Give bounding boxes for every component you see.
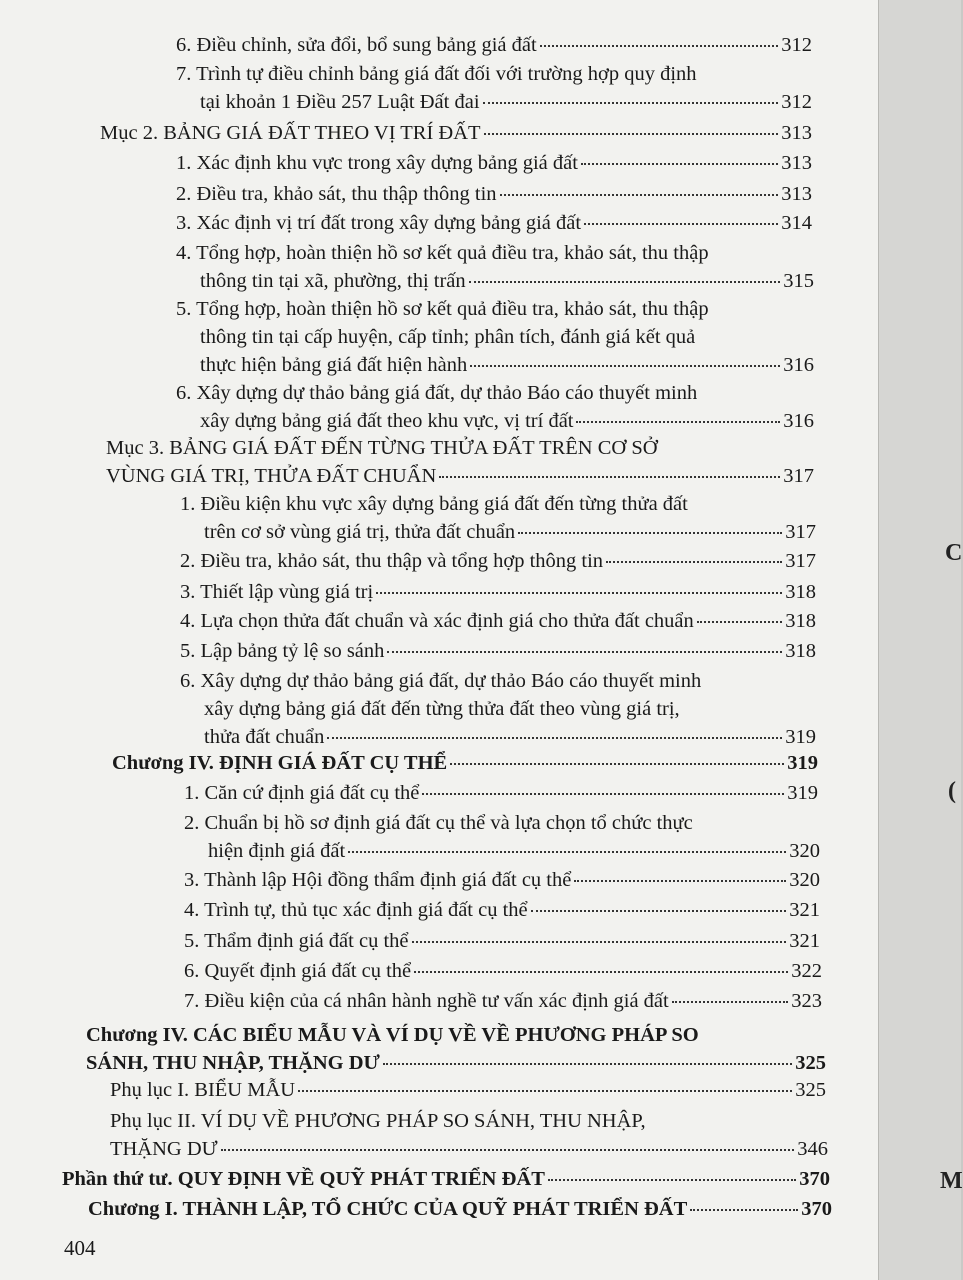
toc-entry-page: 318: [785, 610, 816, 632]
toc-entry: [176, 298, 814, 382]
toc-entry-title: VÙNG GIÁ TRỊ, THỬA ĐẤT CHUẨN: [106, 465, 437, 487]
dot-leader: [450, 763, 784, 765]
toc-entry-page: 317: [785, 521, 816, 543]
toc-entry-page: 318: [785, 581, 816, 603]
toc-entry: [176, 152, 812, 174]
toc-entry-title: 7. Điều kiện của cá nhân hành nghề tư vấn xác định giá đất: [184, 990, 669, 1012]
dot-leader: [469, 281, 781, 283]
toc-entry: [180, 550, 816, 572]
dot-leader: [548, 1179, 796, 1181]
toc-entry-page: 313: [781, 183, 812, 205]
toc-entry-page: 325: [795, 1079, 826, 1101]
toc-entry-title: Phụ lục I. BIỂU MẪU: [110, 1079, 296, 1101]
dot-leader: [531, 910, 787, 912]
toc-entry-title: 6. Xây dựng dự thảo bảng giá đất, dự thảo Báo cáo thuyết minh: [180, 670, 702, 692]
toc-entry: [180, 581, 816, 603]
toc-entry: [176, 63, 812, 119]
dot-leader: [540, 45, 779, 47]
toc-entry-title: 6. Điều chỉnh, sửa đổi, bổ sung bảng giá đất: [176, 34, 537, 56]
toc-entry-title: Chương I. THÀNH LẬP, TỔ CHỨC CỦA QUỸ PHÁT TRIỂN ĐẤT: [88, 1198, 688, 1220]
dot-leader: [500, 194, 779, 196]
toc-entry: [184, 899, 820, 921]
toc-entry-page: 319: [785, 726, 816, 748]
dot-leader: [298, 1090, 792, 1092]
toc-entry-title: SÁNH, THU NHẬP, THẶNG DƯ: [86, 1052, 380, 1074]
toc-entry-page: 320: [789, 869, 820, 891]
toc-entry-title: THẶNG DƯ: [110, 1138, 218, 1160]
toc-entry-title: thông tin tại xã, phường, thị trấn: [200, 270, 466, 292]
toc-entry-title: 5. Thẩm định giá đất cụ thể: [184, 930, 409, 952]
toc-entry-page: 318: [785, 640, 816, 662]
dot-leader: [439, 476, 780, 478]
toc-entry-title: 6. Quyết định giá đất cụ thể: [184, 960, 412, 982]
dot-leader: [348, 851, 786, 853]
toc-entry: [110, 1079, 826, 1101]
dot-leader: [422, 793, 784, 795]
toc-entry-title: trên cơ sở vùng giá trị, thửa đất chuẩn: [204, 521, 516, 543]
toc-entry-title: 3. Xác định vị trí đất trong xây dựng bảng giá đất: [176, 212, 582, 234]
toc-entry-title: 4. Lựa chọn thửa đất chuẩn và xác định giá cho thửa đất chuẩn: [180, 610, 694, 632]
toc-entry-page: 346: [797, 1138, 828, 1160]
toc-entry: [176, 242, 814, 298]
toc-entry-title: 2. Điều tra, khảo sát, thu thập thông tin: [176, 183, 497, 205]
dot-leader: [584, 223, 778, 225]
toc-entry-title: 6. Xây dựng dự thảo bảng giá đất, dự thảo Báo cáo thuyết minh: [176, 382, 698, 404]
toc-entry: [62, 1168, 830, 1190]
toc-entry-page: 315: [783, 270, 814, 292]
toc-entry: [176, 382, 814, 438]
adjacent-page-glyph: M: [940, 1168, 963, 1194]
toc-entry: [88, 1198, 832, 1220]
dot-leader: [414, 971, 788, 973]
toc-entry: [176, 183, 812, 205]
toc-entry: [180, 640, 816, 662]
toc-entry-page: 313: [781, 122, 812, 144]
toc-entry-page: 325: [795, 1052, 826, 1074]
toc-entry-title: 5. Tổng hợp, hoàn thiện hồ sơ kết quả điều tra, khảo sát, thu thập: [176, 298, 709, 320]
toc-entry-title: 5. Lập bảng tỷ lệ so sánh: [180, 640, 385, 662]
toc-entry-page: 320: [789, 840, 820, 862]
dot-leader: [606, 561, 782, 563]
toc-entry: [184, 869, 820, 891]
dot-leader: [518, 532, 782, 534]
toc-entry: [180, 493, 816, 549]
dot-leader: [576, 421, 780, 423]
toc-entry: [110, 1110, 828, 1166]
toc-entry-page: 312: [781, 91, 812, 113]
toc-entry: [86, 1024, 826, 1080]
dot-leader: [581, 163, 778, 165]
toc-entry-title: 1. Căn cứ định giá đất cụ thể: [184, 782, 420, 804]
toc-entry: [184, 960, 822, 982]
toc-entry: [180, 610, 816, 632]
toc-entry-title: Chương IV. CÁC BIỂU MẪU VÀ VÍ DỤ VỀ VỀ PHƯƠNG PHÁP SO: [86, 1024, 699, 1046]
toc-entry: [184, 930, 820, 952]
toc-entry-page: 316: [783, 410, 814, 432]
toc-entry: [100, 122, 812, 144]
toc-entry-title: 1. Xác định khu vực trong xây dựng bảng giá đất: [176, 152, 578, 174]
dot-leader: [574, 880, 786, 882]
dot-leader: [376, 592, 782, 594]
toc-entry-page: 370: [801, 1198, 832, 1220]
page-number: 404: [64, 1236, 96, 1260]
toc-entry: [180, 670, 816, 754]
adjacent-page-glyph: C: [945, 540, 963, 566]
toc-entry-title: thực hiện bảng giá đất hiện hành: [200, 354, 468, 376]
toc-entry: [184, 812, 820, 868]
toc-entry-title: thửa đất chuẩn: [204, 726, 325, 748]
dot-leader: [383, 1063, 792, 1065]
toc-entry-title: xây dựng bảng giá đất đến từng thửa đất theo vùng giá trị,: [204, 698, 680, 720]
toc-entry-title: 2. Chuẩn bị hồ sơ định giá đất cụ thể và lựa chọn tổ chức thực: [184, 812, 693, 834]
toc-entry-title: xây dựng bảng giá đất theo khu vực, vị trí đất: [200, 410, 574, 432]
toc-entry-title: Phần thứ tư. QUY ĐỊNH VỀ QUỸ PHÁT TRIỂN ĐẤT: [62, 1168, 545, 1190]
toc-entry: [106, 437, 814, 493]
toc-entry-title: Chương IV. ĐỊNH GIÁ ĐẤT CỤ THỂ: [112, 752, 448, 774]
dot-leader: [327, 737, 782, 739]
dot-leader: [387, 651, 782, 653]
toc-entry-page: 313: [781, 152, 812, 174]
toc-entry-title: 2. Điều tra, khảo sát, thu thập và tổng hợp thông tin: [180, 550, 604, 572]
toc-entry-page: 321: [789, 899, 820, 921]
toc-entry: [112, 752, 818, 774]
toc-entry: [184, 990, 822, 1012]
dot-leader: [221, 1149, 795, 1151]
dot-leader: [690, 1209, 798, 1211]
toc-entry-page: 316: [783, 354, 814, 376]
toc-entry-title: thông tin tại cấp huyện, cấp tỉnh; phân tích, đánh giá kết quả: [200, 326, 696, 348]
toc-entry-title: 7. Trình tự điều chỉnh bảng giá đất đối với trường hợp quy định: [176, 63, 697, 85]
toc-entry-title: 3. Thành lập Hội đồng thẩm định giá đất cụ thể: [184, 869, 572, 891]
toc-entry-title: 3. Thiết lập vùng giá trị: [180, 581, 374, 603]
toc-entry: [176, 212, 812, 234]
toc-entry-title: Phụ lục II. VÍ DỤ VỀ PHƯƠNG PHÁP SO SÁNH, THU NHẬP,: [110, 1110, 646, 1132]
toc-entry-page: 322: [791, 960, 822, 982]
toc-entry-page: 312: [781, 34, 812, 56]
toc-entry-title: hiện định giá đất: [208, 840, 346, 862]
adjacent-page-glyph: (: [948, 778, 956, 804]
dot-leader: [470, 365, 780, 367]
toc-entry-page: 319: [787, 782, 818, 804]
toc-entry-page: 319: [787, 752, 818, 774]
toc-entry-title: 4. Trình tự, thủ tục xác định giá đất cụ thể: [184, 899, 528, 921]
toc-entry-page: 317: [783, 465, 814, 487]
adjacent-page-edge: [878, 0, 961, 1280]
toc-entry-page: 314: [781, 212, 812, 234]
toc-entry: [176, 34, 812, 56]
toc-entry: [184, 782, 818, 804]
dot-leader: [672, 1001, 789, 1003]
dot-leader: [483, 102, 779, 104]
dot-leader: [484, 133, 779, 135]
toc-entry-page: 323: [791, 990, 822, 1012]
dot-leader: [697, 621, 782, 623]
toc-entry-page: 370: [799, 1168, 830, 1190]
toc-entry-title: Mục 2. BẢNG GIÁ ĐẤT THEO VỊ TRÍ ĐẤT: [100, 122, 481, 144]
toc-entry-title: 4. Tổng hợp, hoàn thiện hồ sơ kết quả điều tra, khảo sát, thu thập: [176, 242, 709, 264]
toc-entry-title: 1. Điều kiện khu vực xây dựng bảng giá đất đến từng thửa đất: [180, 493, 688, 515]
dot-leader: [412, 941, 787, 943]
toc-entry-title: tại khoản 1 Điều 257 Luật Đất đai: [200, 91, 480, 113]
toc-entry-page: 317: [785, 550, 816, 572]
toc-entry-title: Mục 3. BẢNG GIÁ ĐẤT ĐẾN TỪNG THỬA ĐẤT TRÊN CƠ SỞ: [106, 437, 658, 459]
toc-entry-page: 321: [789, 930, 820, 952]
